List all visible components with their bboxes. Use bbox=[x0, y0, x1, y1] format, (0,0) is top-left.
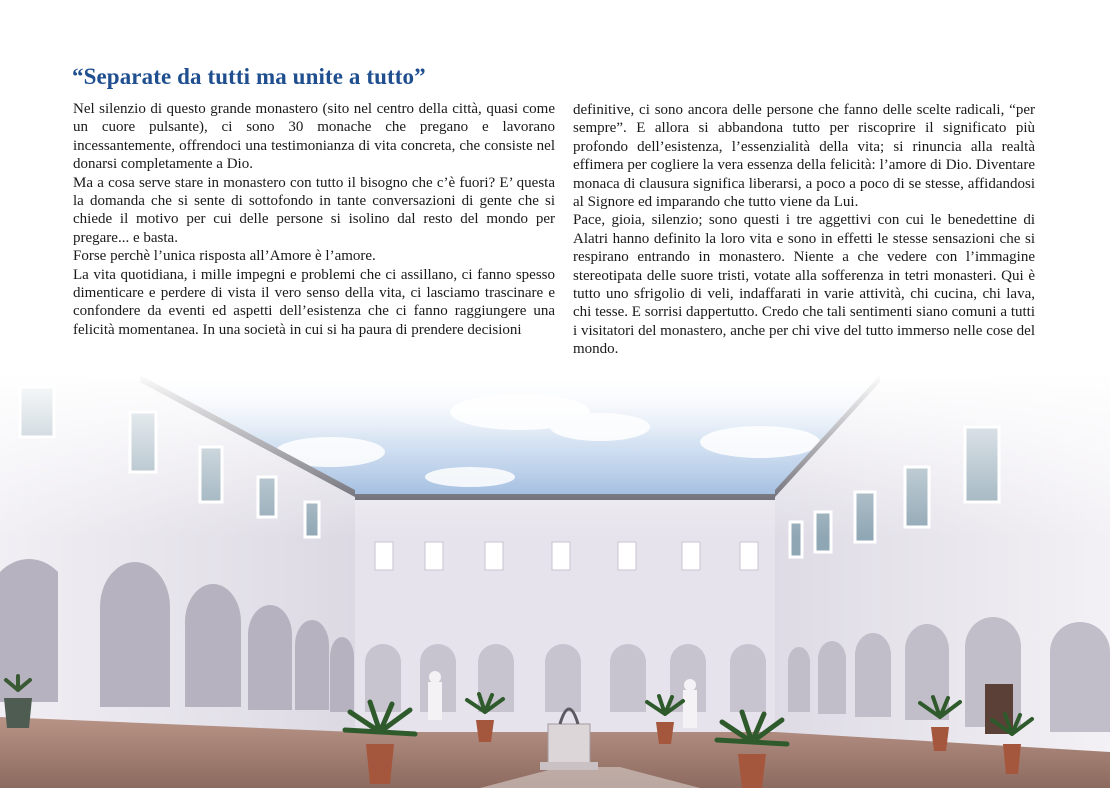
article-title: “Separate da tutti ma unite a tutto” bbox=[72, 64, 426, 89]
paragraph: Pace, gioia, silenzio; sono questi i tre aggettivi con cui le benedettine di Alatri hanno definito la loro vita e sono in effetti le stesse sensazioni che si respirano entrando in monastero. Niente a che vedere con l’immagine stereotipata delle suore tristi, votate alla sofferenza in tetri monasteri. Qui è tutto uno sfrigolio di veli, indaffarati in varie attività, chi cucina, chi lava, chi tesse. E sorrisi dappertutto. Credo che tali sentimenti siano comuni a tutti i visitatori del monastero, anche per chi vive del tutto immerso nelle cose del mondo. bbox=[573, 212, 1035, 358]
paragraph: Nel silenzio di questo grande monastero (sito nel centro della città, quasi come un cuore pulsante), ci sono 30 monache che pregano e lavorano incessantemente, offrendoci una testimonianza di vita concreta, che consiste nel donarsi completamente a Dio. bbox=[73, 101, 555, 173]
left-text-column bbox=[73, 100, 555, 339]
paragraph: Ma a cosa serve stare in monastero con tutto il bisogno che c’è fuori? E’ questa la domanda che si sente di sottofondo in tante conversazioni di gente che si chiede il motivo per cui delle persone si isolino dal resto del mondo per pregare... e basta. bbox=[73, 174, 555, 246]
cloister-photo bbox=[0, 372, 1110, 788]
paragraph: definitive, ci sono ancora delle persone che fanno delle scelte radicali, “per sempre”. E allora si abbandona tutto per riscoprire il significato più profondo dell’esistenza, l’essenzialità della vita; si rinuncia alla realtà effimera per cogliere la vera essenza della felicità: l’amore di Dio. Diventare monaca di clausura significa liberarsi, a poco a poco di se stesse, affidandosi al Signore ed imparando che tutto viene da Lui. bbox=[573, 102, 1035, 211]
right-text-column bbox=[573, 101, 1035, 359]
paragraph: La vita quotidiana, i mille impegni e problemi che ci assillano, ci fanno spesso dimenticare e perdere di vista il vero senso della vita, ci lasciamo trascinare e confondere da eventi ed aspetti dell’esistenza che ci fanno raggiungere una felicità momentanea. In una società in cui si ha paura di prendere decisioni bbox=[73, 266, 555, 338]
paragraph: Forse perchè l’unica risposta all’Amore è l’amore. bbox=[73, 248, 376, 265]
